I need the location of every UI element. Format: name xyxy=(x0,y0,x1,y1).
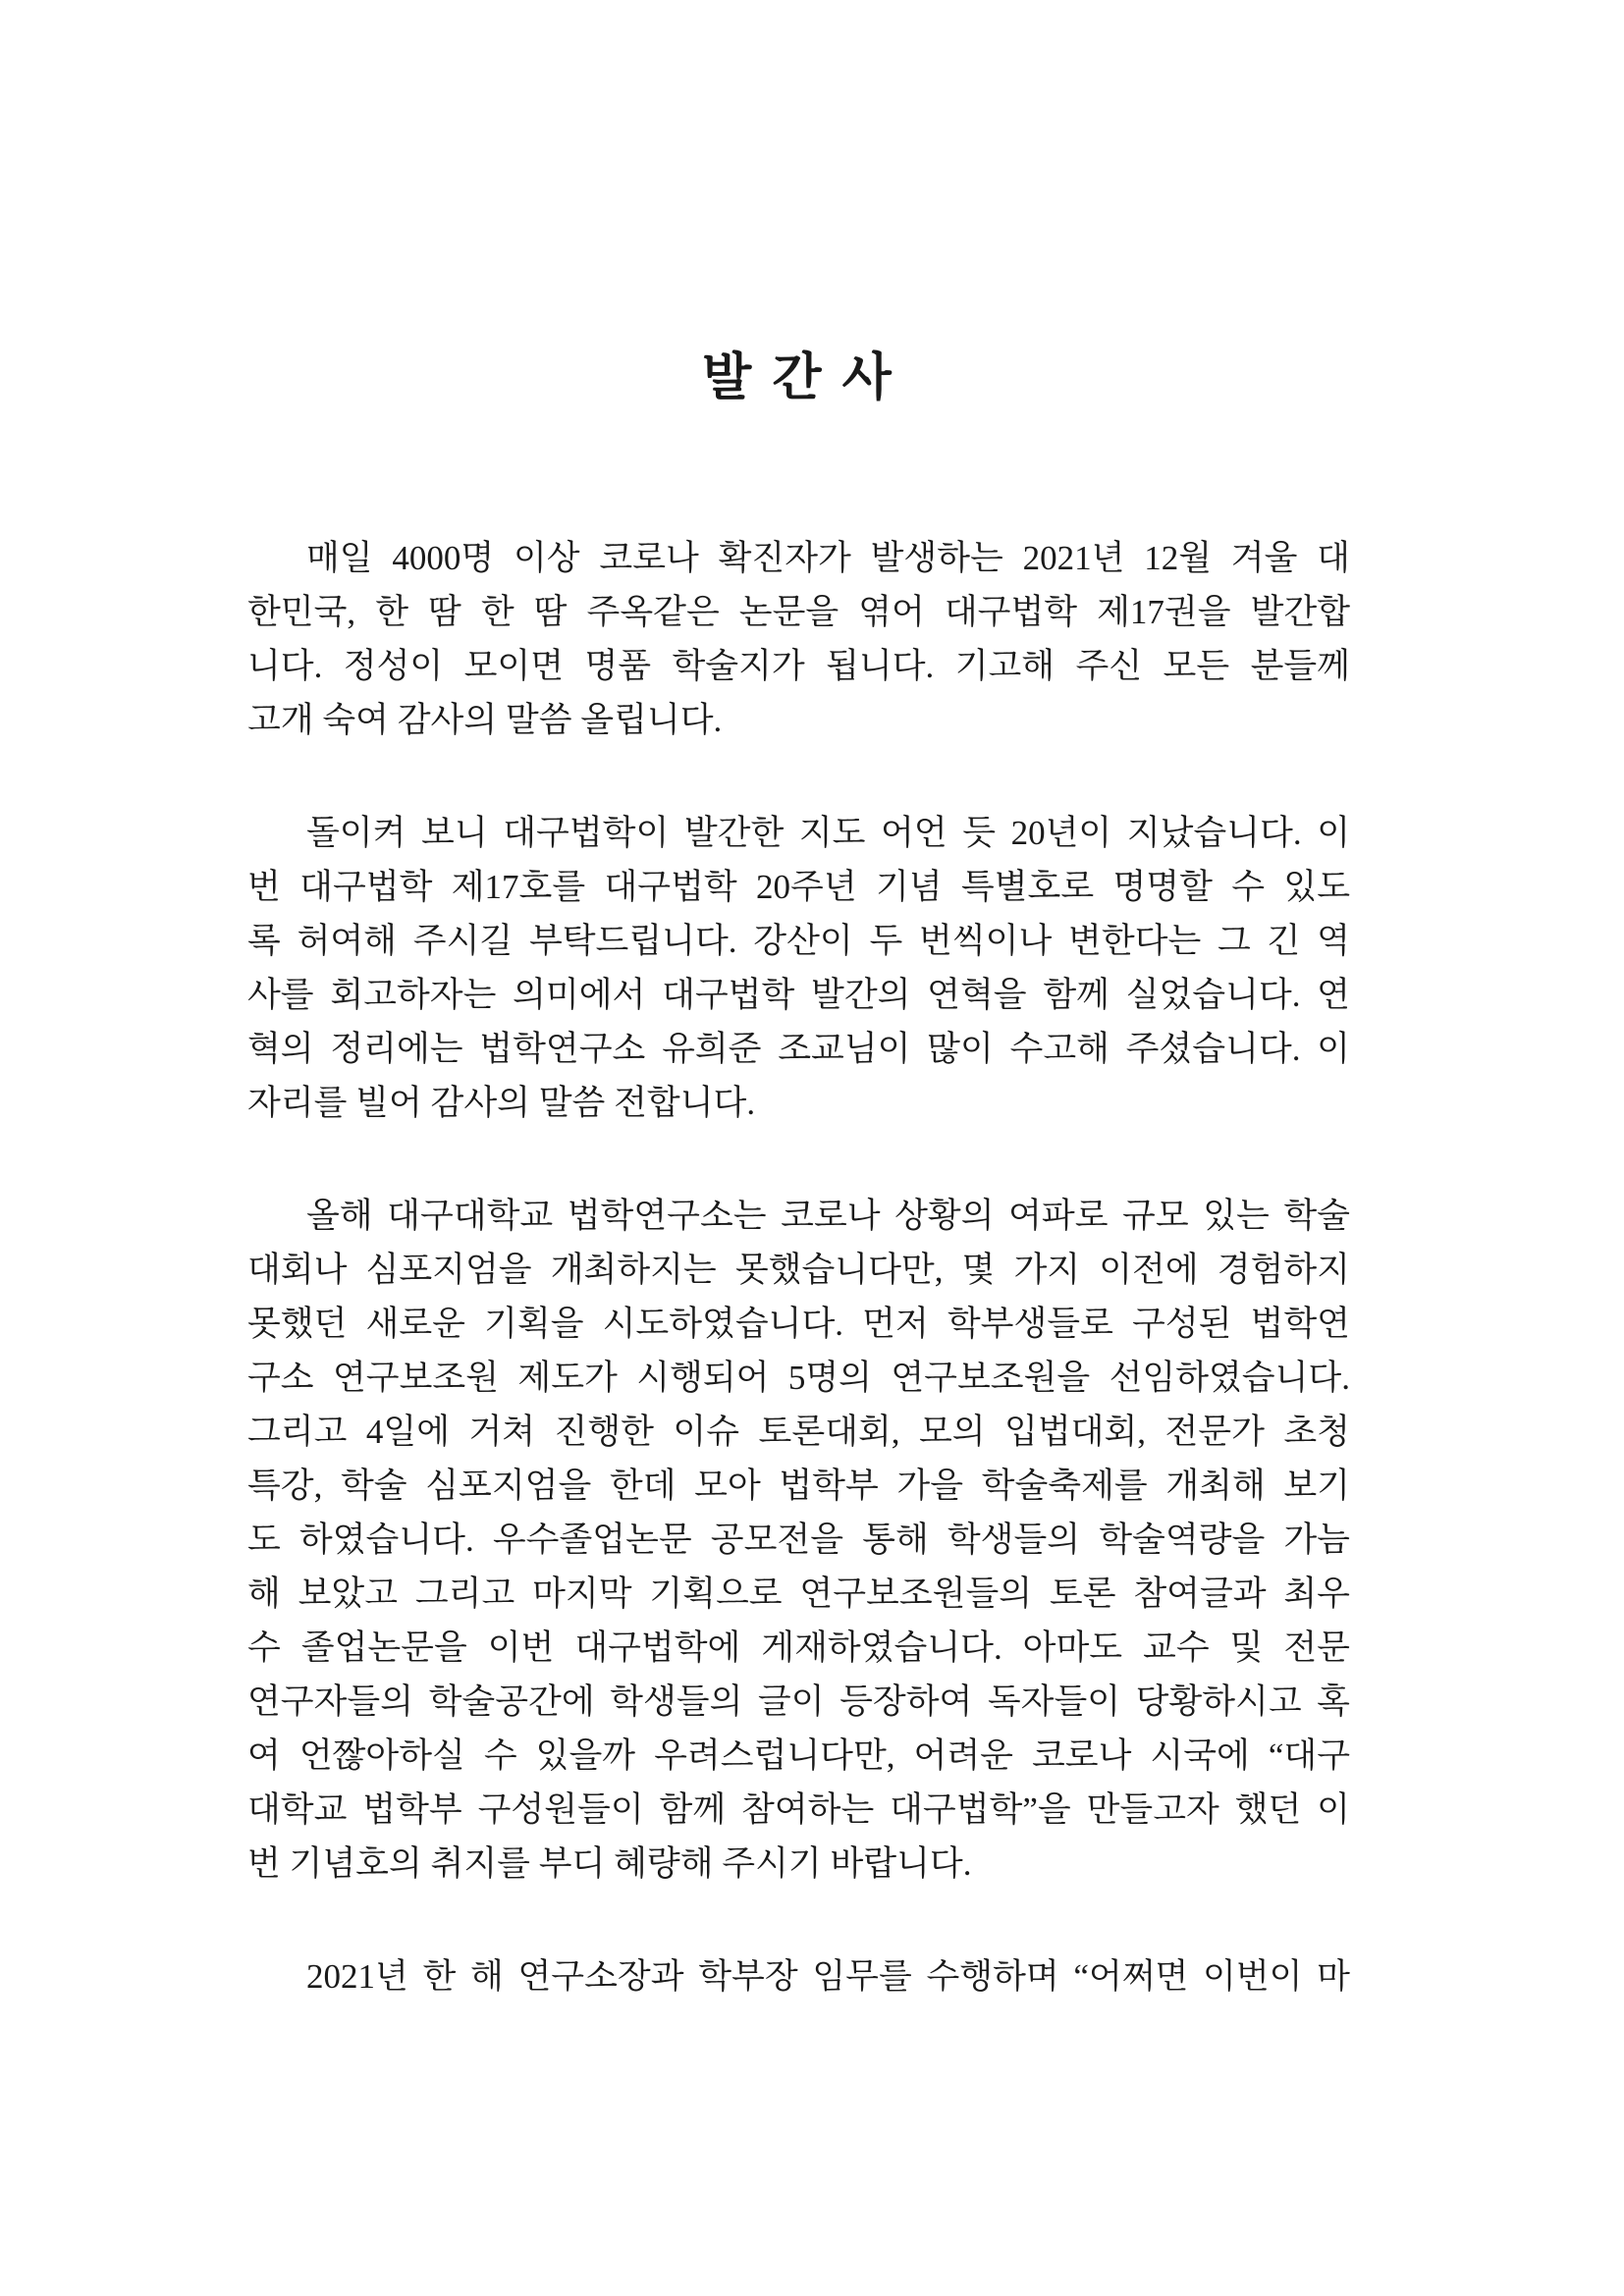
text-line: 돌이켜 보니 대구법학이 발간한 지도 어언 듯 20년이 지났습니다. 이 xyxy=(306,814,1350,852)
text-line: 수 졸업논문을 이번 대구법학에 게재하였습니다. 아마도 교수 및 전문 xyxy=(247,1629,1350,1667)
text-line: 대학교 법학부 구성원들이 함께 참여하는 대구법학”을 만들고자 했던 이 xyxy=(247,1790,1350,1829)
text-line: 한민국, 한 땀 한 땀 주옥같은 논문을 엮어 대구법학 제17권을 발간합 xyxy=(247,593,1350,631)
text-line: 니다. 정성이 모이면 명품 학술지가 됩니다. 기고해 주신 모든 분들께 xyxy=(247,647,1350,685)
text-line: 구소 연구보조원 제도가 시행되어 5명의 연구보조원을 선임하였습니다. xyxy=(247,1359,1350,1397)
text-line: 대회나 심포지엄을 개최하지는 못했습니다만, 몇 가지 이전에 경험하지 xyxy=(247,1251,1350,1289)
paragraph xyxy=(247,1189,1350,1891)
text-line: 그리고 4일에 거쳐 진행한 이슈 토론대회, 모의 입법대회, 전문가 초청 xyxy=(247,1413,1350,1451)
text-line: 혁의 정리에는 법학연구소 유희준 조교님이 많이 수고해 주셨습니다. 이 xyxy=(247,1030,1350,1068)
text-line: 여 언짢아하실 수 있을까 우려스럽니다만, 어려운 코로나 시국에 “대구 xyxy=(247,1736,1350,1775)
document-body xyxy=(247,531,1350,2003)
paragraph xyxy=(247,1949,1350,2003)
text-line: 자리를 빌어 감사의 말씀 전합니다. xyxy=(247,1084,756,1122)
paragraph xyxy=(247,806,1350,1130)
text-line: 고개 숙여 감사의 말씀 올립니다. xyxy=(247,701,723,739)
paragraph xyxy=(247,531,1350,747)
page-title: 발 간 사 xyxy=(702,350,895,406)
text-line: 해 보았고 그리고 마지막 기획으로 연구보조원들의 토론 참여글과 최우 xyxy=(247,1575,1350,1613)
text-line: 번 대구법학 제17호를 대구법학 20주년 기념 특별호로 명명할 수 있도 xyxy=(247,868,1350,906)
text-line: 매일 4000명 이상 코로나 확진자가 발생하는 2021년 12월 겨울 대 xyxy=(306,539,1350,577)
text-line: 도 하였습니다. 우수졸업논문 공모전을 통해 학생들의 학술역량을 가늠 xyxy=(247,1521,1350,1559)
text-line: 사를 회고하자는 의미에서 대구법학 발간의 연혁을 함께 실었습니다. 연 xyxy=(247,976,1350,1014)
text-line: 번 기념호의 취지를 부디 혜량해 주시기 바랍니다. xyxy=(247,1844,972,1883)
text-line: 특강, 학술 심포지엄을 한데 모아 법학부 가을 학술축제를 개최해 보기 xyxy=(247,1467,1350,1505)
text-line: 연구자들의 학술공간에 학생들의 글이 등장하여 독자들이 당황하시고 혹 xyxy=(247,1682,1350,1721)
text-line: 못했던 새로운 기획을 시도하였습니다. 먼저 학부생들로 구성된 법학연 xyxy=(247,1305,1350,1343)
text-line: 올해 대구대학교 법학연구소는 코로나 상황의 여파로 규모 있는 학술 xyxy=(306,1197,1350,1235)
text-line: 록 허여해 주시길 부탁드립니다. 강산이 두 번씩이나 변한다는 그 긴 역 xyxy=(247,922,1350,960)
text-line: 2021년 한 해 연구소장과 학부장 임무를 수행하며 “어쩌면 이번이 마 xyxy=(306,1957,1350,1996)
